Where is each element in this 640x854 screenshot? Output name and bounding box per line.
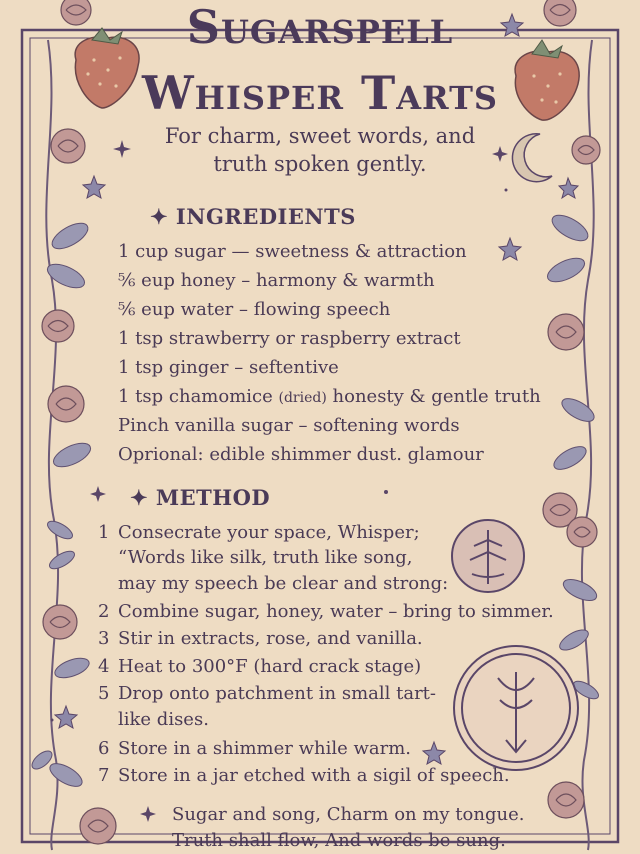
step-text: like dises. [118,709,209,730]
leaf-icon [46,759,85,791]
leaf-icon [45,518,75,542]
star-icon [423,742,445,764]
charm-line-2: Truth shall flow, And words be sung. [172,830,506,851]
step-number: 1 [98,522,110,543]
ingredient-item: 1 tsp strawberry or raspberry extract [118,328,461,349]
step-text: Store in a shimmer while warm. [118,738,412,759]
sparkle-icon [384,490,388,494]
step-text: Heat to 300°F (hard crack stage) [118,656,422,677]
step-text: “Words like silk, truth like song, [118,547,413,568]
leaf-icon [550,442,589,474]
star-icon [83,176,105,198]
ingredient-item: Oprional: edible shimmer dust. glamour [118,444,484,465]
leaf-icon [48,218,92,254]
sparkle-icon [140,806,156,822]
ingredient-text: honesty & gentle truth [326,386,541,407]
ingredient-item: Pinch vanilla sugar – softening words [118,415,460,436]
charm-line-1: Sugar and song, Charm on my tongue. [172,804,525,825]
leaf-icon [560,575,599,605]
rose-icon [48,386,84,422]
rose-icon [80,808,116,844]
leaf-icon [47,548,77,572]
star-icon [559,178,578,198]
step-number: 7 [98,765,110,786]
ingredient-item: ⅚ eup water – flowing speech [118,299,391,320]
step-number: 5 [98,683,110,704]
ingredient-item: 1 cup sugar — sweetness & attraction [118,241,467,262]
step-text: Consecrate your space, Whisper; [118,522,420,543]
ingredients-heading-label: INGREDIENTS [175,204,356,229]
ingredient-text: 1 tsp chamomice [118,386,279,407]
leaf-icon [50,438,94,471]
step-text: Store in a jar etched with a sigil of speech. [118,765,510,786]
ingredient-note: (dried) [278,390,327,406]
leaf-icon [52,654,91,681]
method-heading-label: METHOD [155,485,271,510]
subtitle-line-2: truth spoken gently. [213,152,427,176]
leaf-icon [544,253,588,286]
step-text: Combine sugar, honey, water – bring to simmer. [118,601,554,622]
sparkle-icon [90,486,106,502]
sigil-icon [454,646,578,770]
ingredients-heading [150,204,356,229]
ingredient-item [118,386,541,407]
step-number: 3 [98,628,110,649]
ingredient-item: 1 tsp ginger – seftentive [118,357,339,378]
step-number: 2 [98,601,110,622]
leaf-icon [548,210,592,246]
step-text: Stir in extracts, rose, and vanilla. [118,628,423,649]
leaf-icon [44,259,88,292]
sparkle-icon [505,189,508,192]
star-icon [55,706,77,728]
sigil-icon [452,520,524,592]
subtitle-line-1: For charm, sweet words, and [164,124,476,148]
sparkle-icon: ✦ [130,485,156,510]
leaf-icon [558,394,597,426]
rose-icon [43,605,77,639]
rose-icon [567,517,597,547]
step-text: Drop onto patchment in small tart- [118,683,436,704]
ingredient-item: ⅚ eup honey – harmony & warmth [118,270,435,291]
rose-icon [42,310,74,342]
rose-icon [548,782,584,818]
page-title-line-2: Whisper Tarts [141,66,499,120]
page-title-line-1: Sugarspell [186,0,454,54]
step-text: may my speech be clear and strong: [118,573,449,594]
rose-icon [548,314,584,350]
sparkle-icon [51,719,54,722]
step-number: 4 [98,656,110,677]
method-heading [130,485,270,510]
star-icon [499,238,521,260]
sparkle-icon: ✦ [150,204,176,229]
step-number: 6 [98,738,110,759]
